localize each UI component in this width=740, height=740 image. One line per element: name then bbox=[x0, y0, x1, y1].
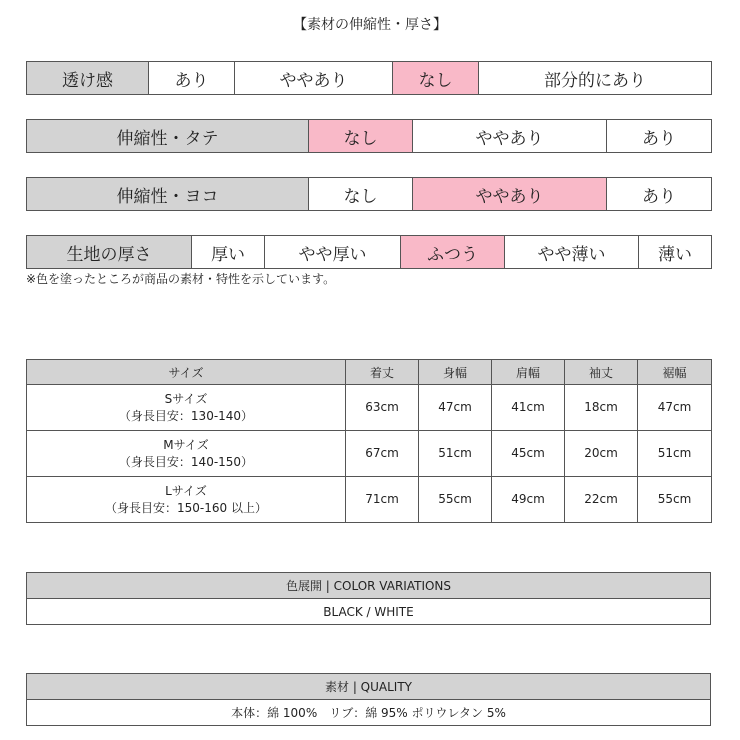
header-shoulder: 肩幅 bbox=[492, 360, 565, 385]
color-variations-table bbox=[26, 572, 711, 625]
attribute-option: あり bbox=[149, 62, 235, 95]
attribute-stretch-horizontal bbox=[26, 177, 712, 211]
attribute-option: 薄い bbox=[639, 236, 712, 269]
attribute-label: 伸縮性・ヨコ bbox=[27, 178, 309, 211]
table-row bbox=[27, 385, 712, 431]
measure-cell: 47cm bbox=[419, 385, 492, 431]
attribute-stretch-vertical bbox=[26, 119, 712, 153]
attribute-option: やや薄い bbox=[505, 236, 639, 269]
size-cell bbox=[27, 477, 346, 523]
header-size: サイズ bbox=[27, 360, 346, 385]
size-cell bbox=[27, 431, 346, 477]
attribute-option: あり bbox=[607, 178, 712, 211]
header-width: 身幅 bbox=[419, 360, 492, 385]
attribute-option-selected: ややあり bbox=[413, 178, 607, 211]
attribute-thickness bbox=[26, 235, 712, 269]
table-row bbox=[27, 477, 712, 523]
size-name: Mサイズ bbox=[163, 437, 209, 452]
size-height: （身長目安：140-150） bbox=[118, 454, 254, 469]
measure-cell: 51cm bbox=[638, 431, 712, 477]
measure-cell: 20cm bbox=[565, 431, 638, 477]
note-text: ※色を塗ったところが商品の素材・特性を示しています。 bbox=[26, 272, 336, 286]
color-variations-header: 色展開 | COLOR VARIATIONS bbox=[27, 573, 711, 599]
measure-cell: 71cm bbox=[346, 477, 419, 523]
size-name: Sサイズ bbox=[164, 391, 208, 406]
measure-cell: 49cm bbox=[492, 477, 565, 523]
size-name: Lサイズ bbox=[165, 483, 207, 498]
attribute-option: やや厚い bbox=[265, 236, 401, 269]
measure-cell: 67cm bbox=[346, 431, 419, 477]
measure-cell: 22cm bbox=[565, 477, 638, 523]
quality-header: 素材 | QUALITY bbox=[27, 674, 711, 700]
page-title: 【素材の伸縮性・厚さ】 bbox=[293, 17, 447, 33]
attribute-option: なし bbox=[309, 178, 413, 211]
size-table-header bbox=[27, 360, 712, 385]
header-sleeve: 袖丈 bbox=[565, 360, 638, 385]
attribute-option: あり bbox=[607, 120, 712, 153]
measure-cell: 63cm bbox=[346, 385, 419, 431]
measure-cell: 55cm bbox=[638, 477, 712, 523]
measure-cell: 47cm bbox=[638, 385, 712, 431]
attribute-option: 厚い bbox=[192, 236, 265, 269]
attribute-option-selected: ふつう bbox=[401, 236, 505, 269]
measure-cell: 18cm bbox=[565, 385, 638, 431]
size-table bbox=[26, 359, 712, 523]
measure-cell: 41cm bbox=[492, 385, 565, 431]
size-cell bbox=[27, 385, 346, 431]
color-variations-value: BLACK / WHITE bbox=[27, 599, 711, 625]
measure-cell: 51cm bbox=[419, 431, 492, 477]
measure-cell: 45cm bbox=[492, 431, 565, 477]
header-length: 着丈 bbox=[346, 360, 419, 385]
attribute-option: ややあり bbox=[413, 120, 607, 153]
attribute-option: ややあり bbox=[235, 62, 393, 95]
size-height: （身長目安：150-160 以上） bbox=[105, 500, 267, 515]
size-height: （身長目安：130-140） bbox=[118, 408, 254, 423]
quality-value: 本体：綿 100% リブ：綿 95% ポリウレタン 5% bbox=[27, 700, 711, 726]
attribute-label: 伸縮性・タテ bbox=[27, 120, 309, 153]
attribute-label: 透け感 bbox=[27, 62, 149, 95]
attribute-option-selected: なし bbox=[309, 120, 413, 153]
measure-cell: 55cm bbox=[419, 477, 492, 523]
attribute-option-selected: なし bbox=[393, 62, 479, 95]
table-row bbox=[27, 431, 712, 477]
attribute-option: 部分的にあり bbox=[479, 62, 712, 95]
attribute-label: 生地の厚さ bbox=[27, 236, 192, 269]
attribute-transparency bbox=[26, 61, 712, 95]
quality-table bbox=[26, 673, 711, 726]
header-hem: 裾幅 bbox=[638, 360, 712, 385]
